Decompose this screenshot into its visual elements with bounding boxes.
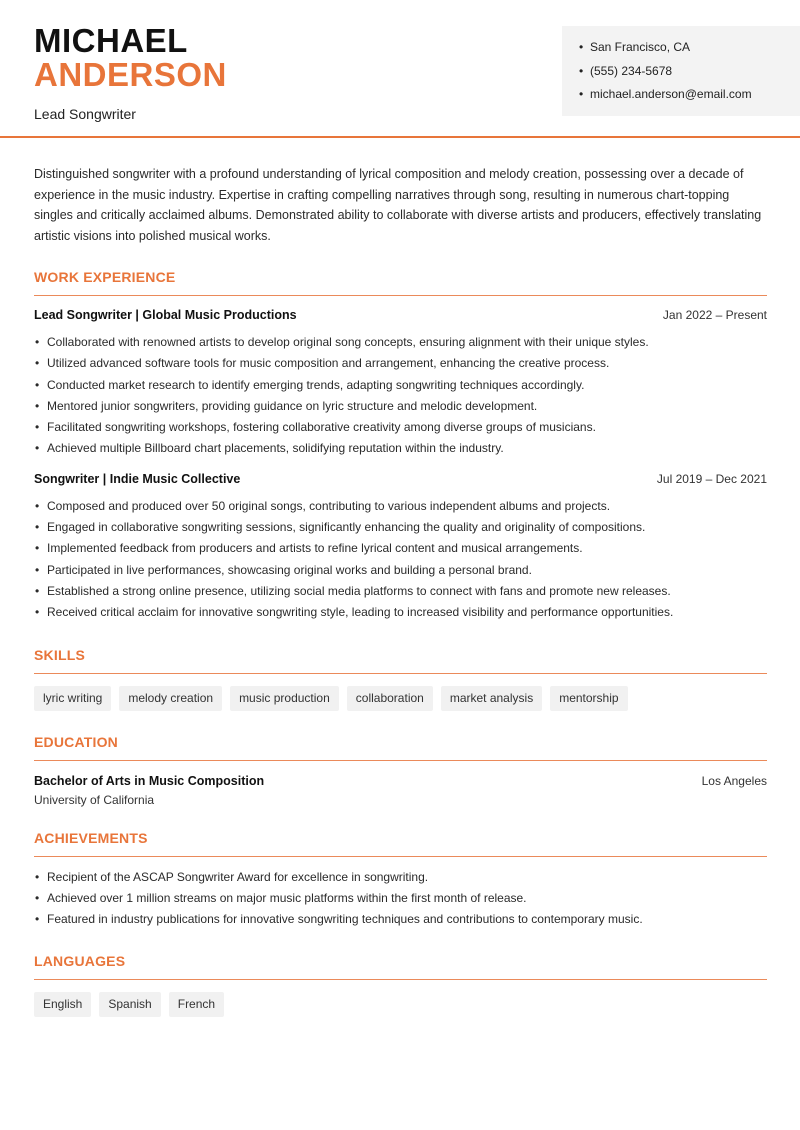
job-title: Lead Songwriter: [34, 106, 136, 122]
skill-tag: mentorship: [550, 686, 627, 711]
skill-tag: music production: [230, 686, 339, 711]
job-bullet: • Composed and produced over 50 original songs, contributing to various independent albums and projects.: [34, 496, 767, 517]
job-bullet: • Engaged in collaborative songwriting sessions, significantly enhancing the quality and originality of compositions.: [34, 517, 767, 538]
section-title-education: EDUCATION: [34, 733, 767, 761]
achievements-list: [34, 867, 767, 931]
language-tag: Spanish: [99, 992, 160, 1017]
summary: Distinguished songwriter with a profound understanding of lyrical composition and melody creation, possessing over a decade of experience in the music industry. Expertise in crafting compelling narratives through song, resulting in numerous chart-topping singles and critically acclaimed albums. Demonstrated ability to collaborate with diverse artists and producers, effectively translating artistic visions into polished musical works.: [34, 167, 762, 243]
job-bullet: • Received critical acclaim for innovative songwriting style, leading to increased visibility and performance opportunities.: [34, 602, 767, 623]
job-bullets: [34, 496, 767, 624]
skill-tag: market analysis: [441, 686, 542, 711]
skills-list: [34, 686, 767, 711]
job-bullet: • Participated in live performances, showcasing original works and building a personal brand.: [34, 560, 767, 581]
job-bullet: • Facilitated songwriting workshops, fostering collaborative creativity among diverse groups of musicians.: [34, 417, 767, 438]
name-block: [34, 24, 227, 122]
education-school: University of California: [34, 792, 155, 807]
language-tag: French: [169, 992, 224, 1017]
last-name: ANDERSON: [34, 56, 227, 93]
job-header: [34, 472, 767, 492]
education-entry: [34, 774, 767, 807]
job-header: [34, 308, 767, 328]
education-header: [34, 774, 767, 788]
language-tag: English: [34, 992, 91, 1017]
education-location: Los Angeles: [701, 773, 767, 788]
section-title-work: WORK EXPERIENCE: [34, 268, 767, 296]
skill-tag: collaboration: [347, 686, 433, 711]
skill-tag: lyric writing: [34, 686, 111, 711]
resume-content: [34, 164, 767, 1017]
job-entry: [34, 308, 767, 460]
job-bullet: • Established a strong online presence, utilizing social media platforms to connect with fans and promote new releases.: [34, 581, 767, 602]
education-degree: Bachelor of Arts in Music Composition: [34, 773, 265, 788]
job-bullets: [34, 332, 767, 460]
job-bullet: • Mentored junior songwriters, providing guidance on lyric structure and melodic development.: [34, 396, 767, 417]
achievement-item: • Achieved over 1 million streams on major music platforms within the first month of release.: [34, 888, 767, 909]
job-bullet: • Conducted market research to identify emerging trends, adapting songwriting techniques accordingly.: [34, 375, 767, 396]
contact-phone: • (555) 234-5678: [579, 63, 800, 87]
job-dates: Jul 2019 – Dec 2021: [656, 471, 767, 486]
contact-email: • michael.anderson@email.com: [579, 86, 800, 110]
achievement-item: • Featured in industry publications for innovative songwriting techniques and contributions to contemporary music.: [34, 909, 767, 930]
section-title-languages: LANGUAGES: [34, 952, 767, 980]
achievement-item: • Recipient of the ASCAP Songwriter Award for excellence in songwriting.: [34, 867, 767, 888]
job-bullet: • Achieved multiple Billboard chart placements, solidifying reputation within the industry.: [34, 438, 767, 459]
job-role: Lead Songwriter | Global Music Productions: [34, 308, 297, 322]
section-title-achievements: ACHIEVEMENTS: [34, 829, 767, 857]
job-bullet: • Implemented feedback from producers and artists to refine lyrical content and musical arrangements.: [34, 538, 767, 559]
contact-box: [562, 26, 800, 116]
job-bullet: • Collaborated with renowned artists to develop original song concepts, ensuring alignment with their unique styles.: [34, 332, 767, 353]
section-title-skills: SKILLS: [34, 646, 767, 674]
languages-list: [34, 992, 767, 1017]
job-dates: Jan 2022 – Present: [662, 308, 767, 322]
first-name: MICHAEL: [34, 22, 188, 59]
skill-tag: melody creation: [119, 686, 222, 711]
job-entry: [34, 472, 767, 624]
job-bullet: • Utilized advanced software tools for music composition and arrangement, enhancing the creative process.: [34, 353, 767, 374]
resume-header: [0, 0, 800, 138]
contact-location: • San Francisco, CA: [579, 39, 800, 63]
job-role: Songwriter | Indie Music Collective: [34, 471, 241, 486]
